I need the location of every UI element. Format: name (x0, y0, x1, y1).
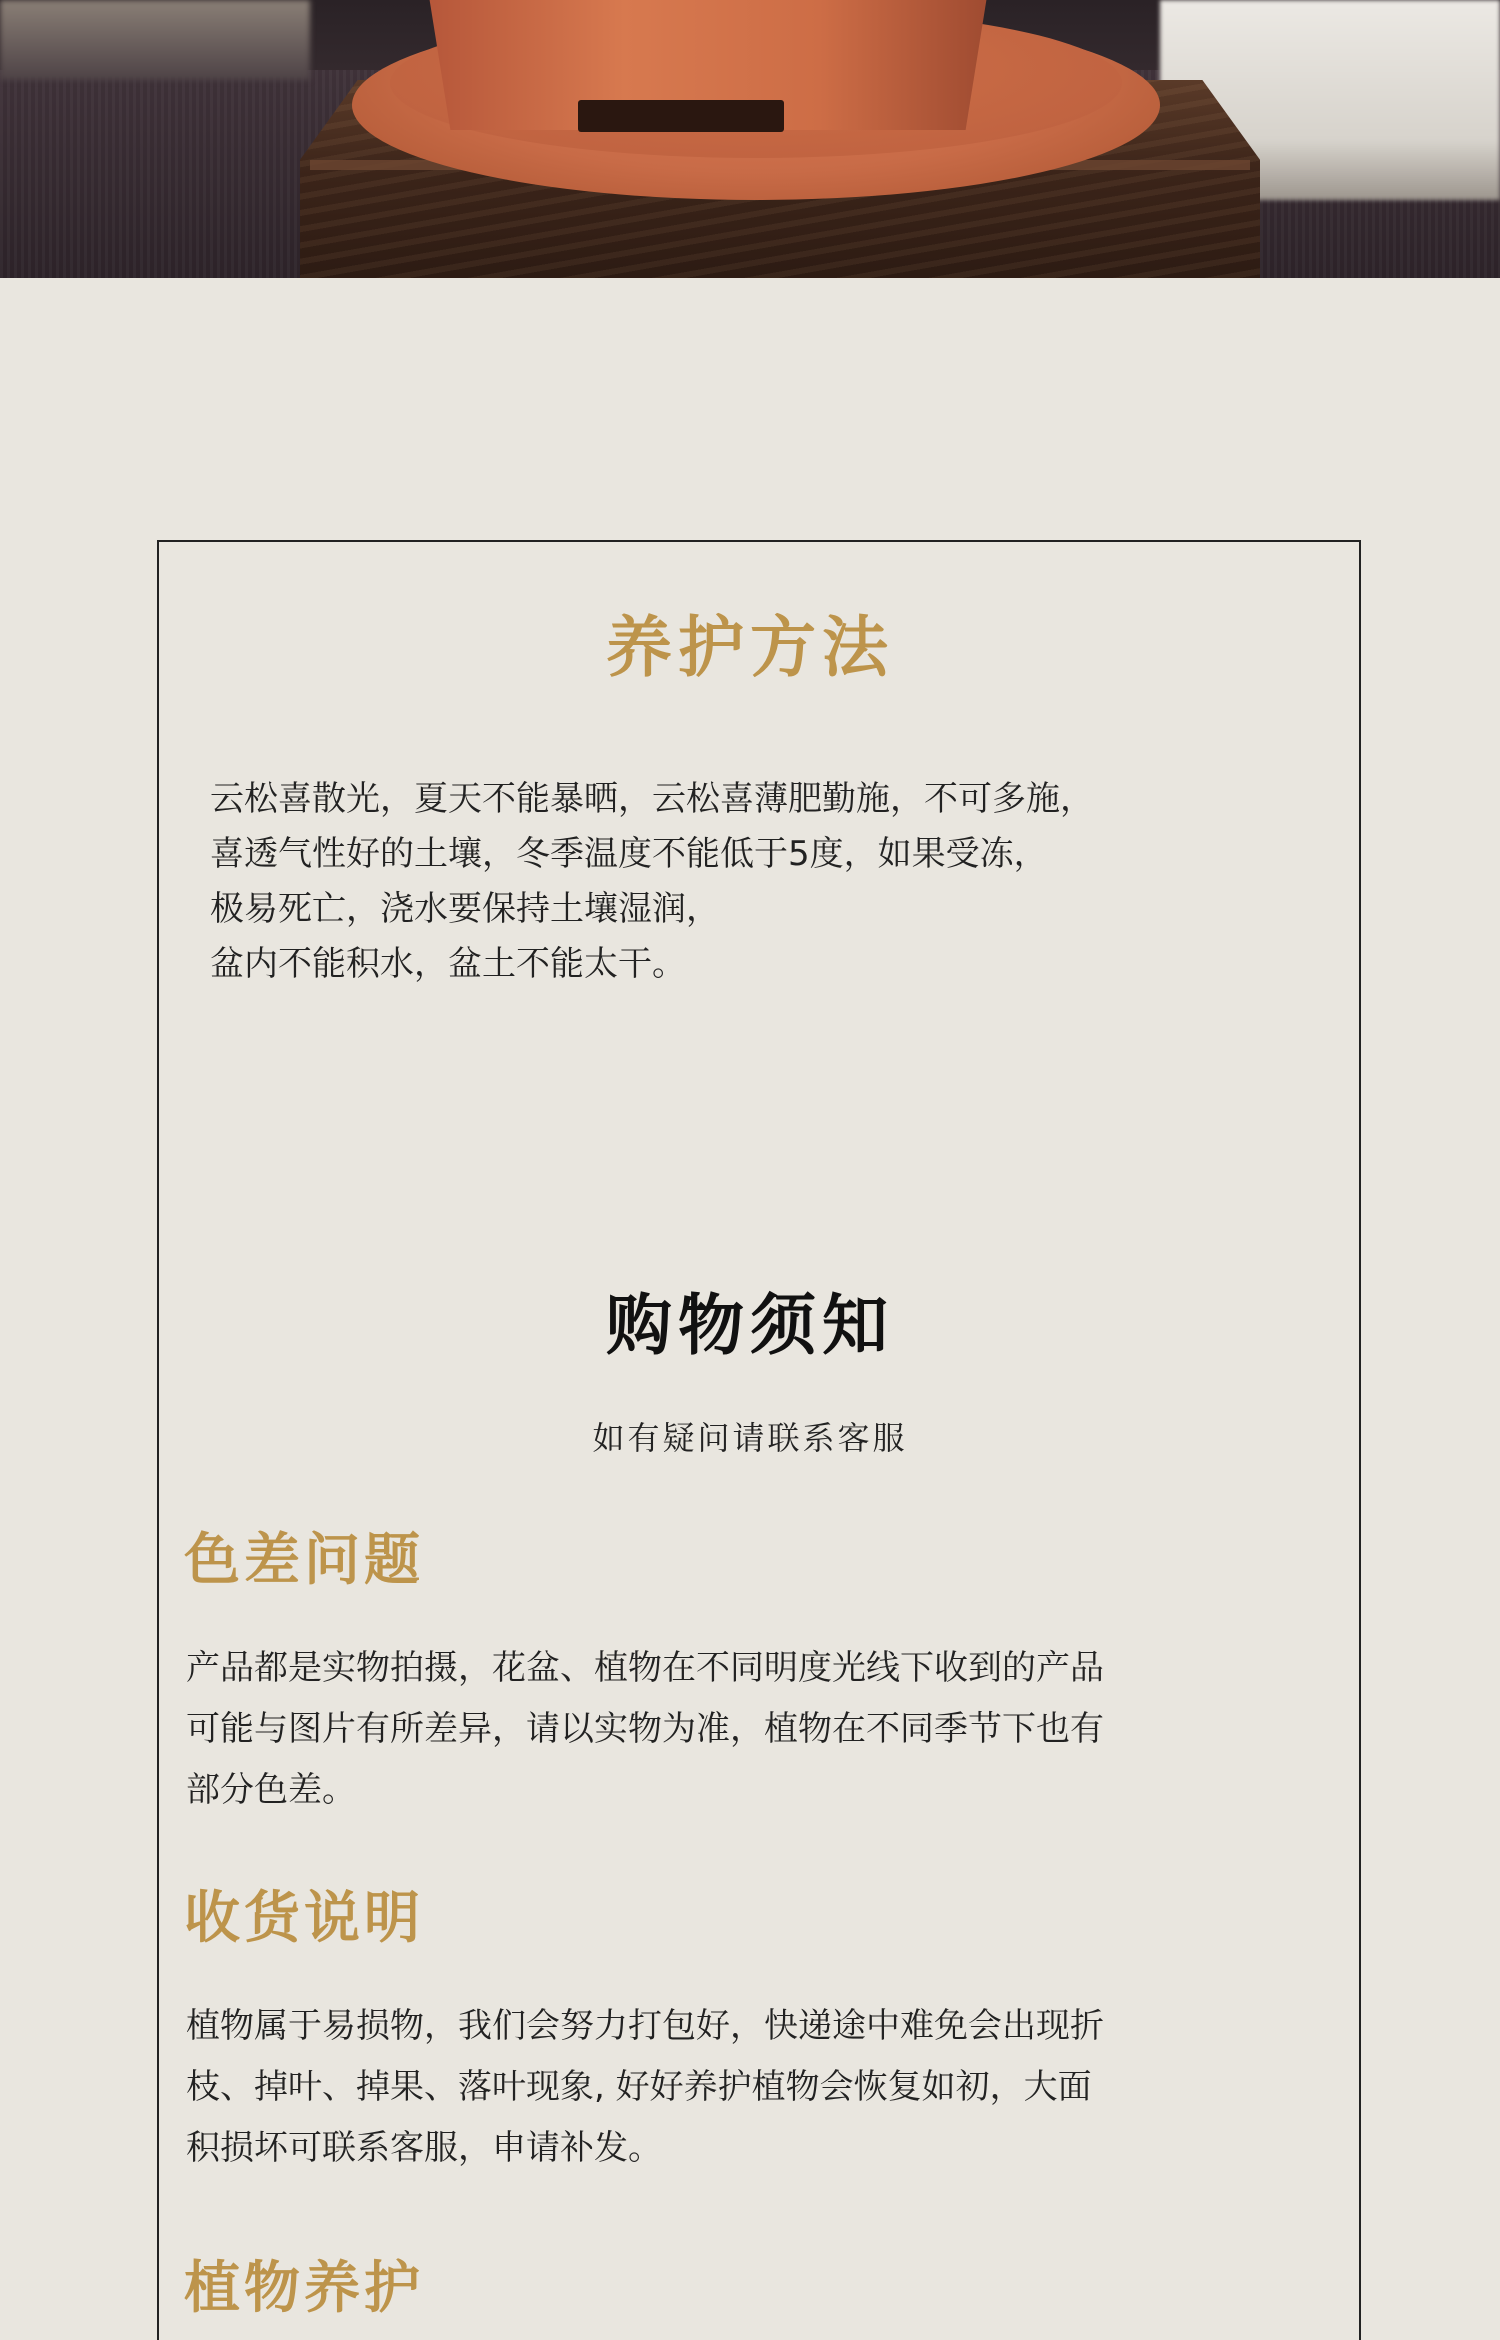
section-line: 植物属于易损物，我们会努力打包好，快递途中难免会出现折 (186, 2006, 1104, 2046)
product-photo (0, 0, 1500, 278)
care-text (210, 772, 1310, 992)
section-line: 积损坏可联系客服，申请补发。 (186, 2128, 662, 2168)
section-heading-receiving: 收货说明 (184, 1886, 424, 1951)
section-line: 部分色差。 (186, 1770, 356, 1810)
section-body-color-difference (186, 1638, 1326, 1821)
section-line: 产品都是实物拍摄，花盆、植物在不同明度光线下收到的产品 (186, 1648, 1104, 1688)
section-heading-plant-care: 植物养护 (184, 2256, 424, 2321)
shopping-title: 购物须知 (606, 1287, 894, 1364)
section-line: 枝、掉叶、掉果、落叶现象, 好好养护植物会恢复如初，大面 (186, 2067, 1092, 2107)
photo-background-left (0, 0, 310, 80)
care-text-line: 极易死亡，浇水要保持土壤湿润， (210, 889, 720, 929)
care-text-line: 喜透气性好的土壤，冬季温度不能低于5度，如果受冻， (210, 834, 1048, 874)
section-line: 可能与图片有所差异，请以实物为准，植物在不同季节下也有 (186, 1709, 1104, 1749)
pot-drain-slot (578, 100, 784, 132)
section-heading-color-difference: 色差问题 (184, 1528, 424, 1593)
section-body-receiving (186, 1996, 1326, 2179)
shopping-subtitle: 如有疑问请联系客服 (592, 1419, 908, 1457)
care-title: 养护方法 (606, 609, 894, 686)
care-text-line: 盆内不能积水，盆土不能太干。 (210, 944, 686, 984)
care-text-line: 云松喜散光，夏天不能暴晒，云松喜薄肥勤施，不可多施， (210, 779, 1094, 819)
